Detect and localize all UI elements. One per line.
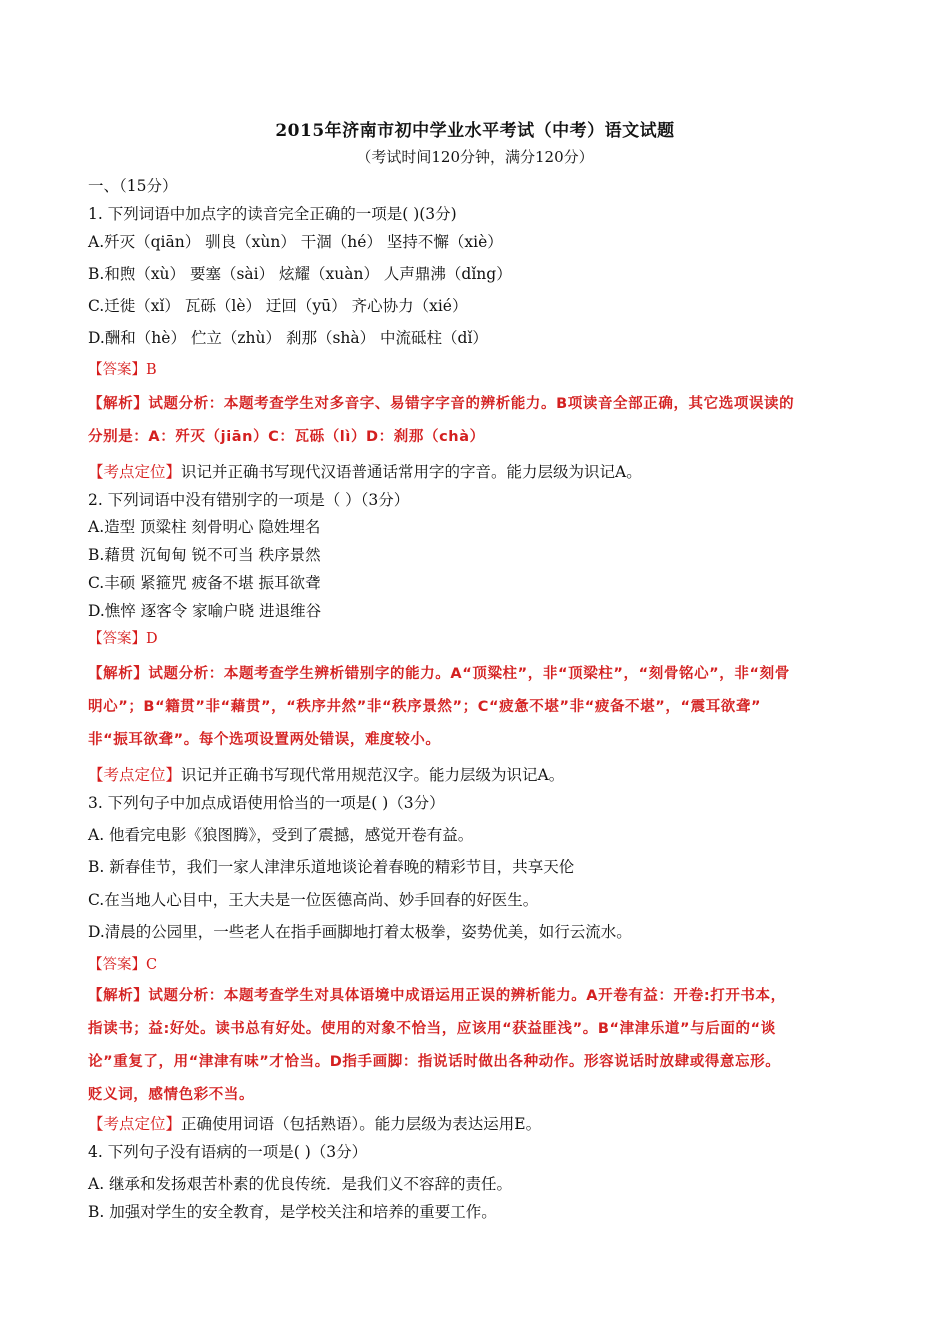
analysis-line: 贬义词，感情色彩不当。 [88,1087,255,1103]
analysis-line: 指读书；益:好处。读书总有好处。使用的对象不恰当，应该用“获益匪浅”。B“津津乐道”与后面的“谈 [88,1021,776,1037]
question-3-knowledge-point [88,1114,541,1134]
analysis-line: 论”重复了，用“津津有味”才恰当。D指手画脚：指说话时做出各种动作。形容说话时放肆或得意忘形。 [88,1054,781,1070]
analysis-line: 分别是：A：歼灭（jiān）C：瓦砾（lì）D：刹那（chà） [88,429,485,445]
question-2-option-b: B.藉贯 沉甸甸 锐不可当 秩序景然 [88,546,321,564]
question-2-option-a: A.造型 顶粱柱 刻骨明心 隐姓埋名 [88,518,321,536]
page-subtitle: （考试时间120分钟，满分120分） [356,148,594,166]
question-4-option-b: B. 加强对学生的安全教育，是学校关注和培养的重要工作。 [88,1203,497,1221]
question-2-option-c: C.丰硕 紧箍咒 疲备不堪 振耳欲聋 [88,574,321,592]
question-3-option-d: D.清晨的公园里，一些老人在指手画脚地打着太极拳，姿势优美，如行云流水。 [88,923,632,941]
question-1-stem: 1. 下列词语中加点字的读音完全正确的一项是( )(3分) [88,205,457,223]
question-1-option-c: C.迁徙（xǐ） 瓦砾（lè） 迂回（yū） 齐心协力（xié） [88,297,468,315]
question-1-knowledge-point [88,462,642,482]
knowledge-point-tag: 【考点定位】 [88,463,182,481]
knowledge-point-tag: 【考点定位】 [88,1115,182,1133]
question-2-knowledge-point [88,765,564,785]
knowledge-point-text: 识记并正确书写现代常用规范汉字。能力层级为识记A。 [181,766,565,784]
question-3-answer: 【答案】C [88,957,158,973]
question-3-option-a: A. 他看完电影《狼图腾》，受到了震撼，感觉开卷有益。 [88,826,474,844]
question-2-answer: 【答案】D [88,631,158,647]
knowledge-point-text: 正确使用词语（包括熟语）。能力层级为表达运用E。 [181,1115,542,1133]
question-2-analysis [88,658,878,757]
question-2-option-d: D.憔悴 逐客令 家喻户晓 进退维谷 [88,602,322,620]
question-3-stem: 3. 下列句子中加点成语使用恰当的一项是( )（3分） [88,794,445,812]
question-4-stem: 4. 下列句子没有语病的一项是( )（3分） [88,1143,368,1161]
question-2-stem: 2. 下列词语中没有错别字的一项是（ ）（3分） [88,491,410,509]
question-3-option-b: B. 新春佳节，我们一家人津津乐道地谈论着春晚的精彩节目，共享天伦 [88,858,575,876]
section-heading: 一、（15分） [88,177,178,195]
question-1-option-b: B.和煦（xù） 要塞（sài） 炫耀（xuàn） 人声鼎沸（dǐng） [88,265,512,283]
page-title: 2015年济南市初中学业水平考试（中考）语文试题 [275,121,675,141]
knowledge-point-tag: 【考点定位】 [88,766,182,784]
question-1-option-a: A.歼灭（qiān） 驯良（xùn） 干涸（hé） 坚持不懈（xiè） [88,233,503,251]
question-1-analysis [88,388,878,454]
analysis-line: 【解析】试题分析：本题考查学生对多音字、易错字字音的辨析能力。B项读音全部正确，其它选项误读的 [88,396,795,412]
analysis-line: 【解析】试题分析：本题考查学生辨析错别字的能力。A“顶粱柱”，非“顶梁柱”，“刻骨铭心”，非“刻骨 [88,666,790,682]
knowledge-point-text: 识记并正确书写现代汉语普通话常用字的字音。能力层级为识记A。 [181,463,642,481]
question-4-option-a: A. 继承和发扬艰苦朴素的优良传统．是我们义不容辞的责任。 [88,1175,513,1193]
analysis-line: 【解析】试题分析：本题考查学生对具体语境中成语运用正误的辨析能力。A开卷有益：开卷:打开书本， [88,988,786,1004]
question-1-option-d: D.酬和（hè） 伫立（zhù） 刹那（shà） 中流砥柱（dǐ） [88,329,488,347]
analysis-line: 非“振耳欲聋”。每个选项设置两处错误，难度较小。 [88,732,441,748]
question-3-analysis [88,980,878,1112]
question-3-option-c: C.在当地人心目中，王大夫是一位医德高尚、妙手回春的好医生。 [88,891,539,909]
question-1-answer: 【答案】B [88,362,157,378]
analysis-line: 明心”；B“籍贯”非“藉贯”，“秩序井然”非“秩序景然”；C“疲惫不堪”非“疲备不堪”，“震耳欲聋” [88,699,762,715]
